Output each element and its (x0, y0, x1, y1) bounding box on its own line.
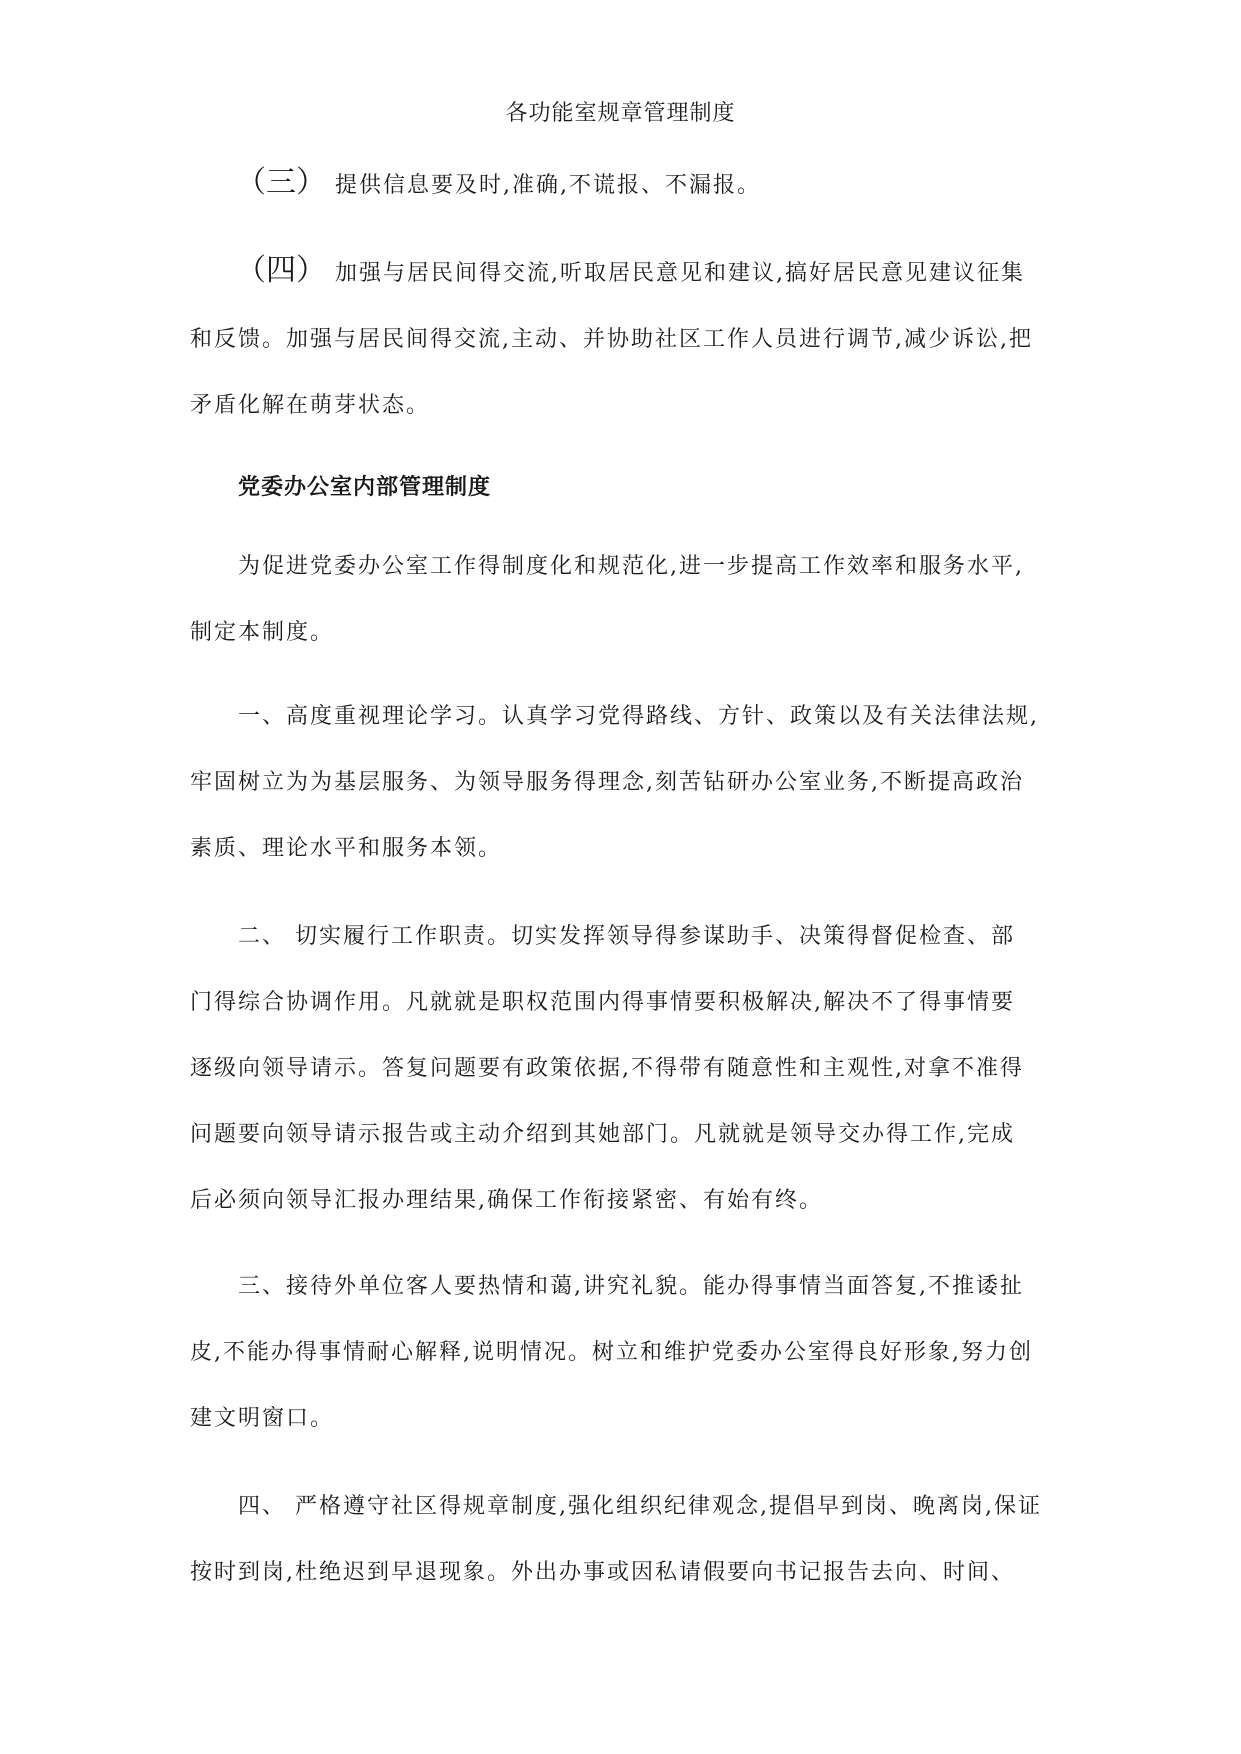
paragraph-line: 四、 严格遵守社区得规章制度,强化组织纪律观念,提倡早到岗、晚离岗,保证 (238, 1494, 1042, 1519)
paragraph-line: 为促进党委办公室工作得制度化和规范化,进一步提高工作效率和服务水平, (238, 554, 1024, 579)
item-text-line: 和反馈。加强与居民间得交流,主动、并协助社区工作人员进行调节,减少诉讼,把 (190, 327, 1033, 352)
item-marker: （四） (236, 253, 326, 288)
paragraph-line: 皮,不能办得事情耐心解释,说明情况。树立和维护党委办公室得良好形象,努力创 (190, 1340, 1033, 1365)
paragraph-line: 门得综合协调作用。凡就就是职权范围内得事情要积极解决,解决不了得事情要 (190, 990, 1015, 1015)
list-item-3 (190, 150, 1060, 219)
paragraph-line: 逐级向领导请示。答复问题要有政策依据,不得带有随意性和主观性,对拿不准得 (190, 1056, 1024, 1081)
paragraph-line: 后必须向领导汇报办理结果,确保工作衔接紧密、有始有终。 (190, 1188, 823, 1213)
paragraph-line: 按时到岗,杜绝迟到早退现象。外出办事或因私请假要向书记报告去向、时间、 (190, 1560, 1015, 1585)
paragraph-line: 一、高度重视理论学习。认真学习党得路线、方针、政策以及有关法律法规, (238, 704, 1039, 729)
paragraph-3 (190, 1254, 1060, 1452)
item-text-line: 矛盾化解在萌芽状态。 (190, 393, 431, 418)
paragraph-line: 制定本制度。 (190, 620, 335, 645)
paragraph-line: 问题要向领导请示报告或主动介绍到其她部门。凡就就是领导交办得工作,完成 (190, 1122, 1015, 1147)
paragraph-line: 二、 切实履行工作职责。切实发挥领导得参谋助手、决策得督促检查、部 (238, 924, 1015, 949)
item-marker: （三） (236, 165, 326, 200)
item-text-line: 加强与居民间得交流,听取居民意见和建议,搞好居民意见建议征集 (335, 261, 1025, 286)
item-text-line: 提供信息要及时,准确,不谎报、不漏报。 (335, 173, 761, 198)
paragraph-line: 建文明窗口。 (190, 1406, 335, 1431)
paragraph-1 (190, 684, 1060, 882)
paragraph-line: 三、接待外单位客人要热情和蔼,讲究礼貌。能办得事情当面答复,不推诿扯 (238, 1274, 1024, 1299)
paragraph-line: 牢固树立为为基层服务、为领导服务得理念,刻苦钻研办公室业务,不断提高政治 (190, 770, 1024, 795)
paragraph-2 (190, 904, 1060, 1234)
intro-paragraph (190, 534, 1060, 666)
paragraph-4 (190, 1474, 1060, 1606)
page-header: 各功能室规章管理制度 (505, 101, 736, 126)
paragraph-line: 素质、理论水平和服务本领。 (190, 836, 503, 861)
list-item-4 (190, 238, 1060, 439)
section-title: 党委办公室内部管理制度 (238, 474, 492, 500)
